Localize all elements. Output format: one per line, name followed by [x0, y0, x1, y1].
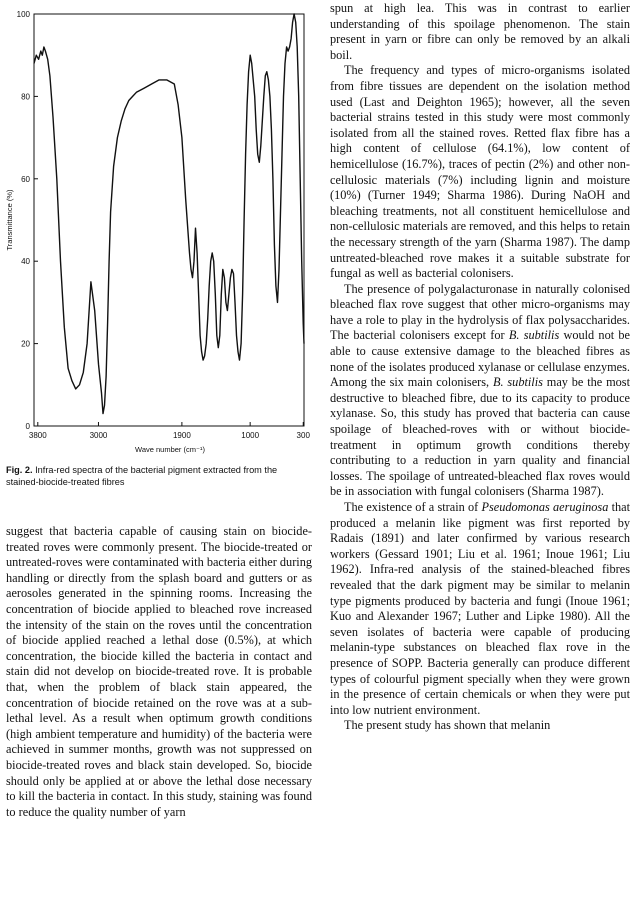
caption-text: Infra-red spectra of the bacterial pigment extracted from the stained-biocide-treated fibres [6, 465, 278, 487]
p3-text-c: may be the most destructive to bleached fibre, due to its capacity to produce xylanase. So, this study has proved that bacteria can cause spoilage of bleached-roves with or without biocide-treatment in optimum growth conditions thereby contributing to a reduction in yarn quality and financial losses. The spoilage of untreated-bleached flax roves would be in association with fungal colonisers (Sharma 1987). [330, 375, 630, 499]
left-text-column [6, 524, 312, 820]
left-paragraph-1: suggest that bacteria capable of causing stain on biocide-treated roves were commonly present. The biocide-treated or untreated-roves were contaminated with bacteria either during handling or directly from the splash board and gutters or as aerosoles generated in the spinning rooms. Increasing the concentration of biocide applied to bleached rove increased the intensity of the stain on the roves until the concentration of biocide applied reached a lethal dose (0.5%), at which concentration, the biocide killed the bacteria in contact and stain did not develop on biocide-treated rove. It is probable that, when the problem of black stain appeared, the concentration of biocide retained on the rove was at a sub-lethal level. As a result when optimum growth conditions (high ambient temperature and humidity) of the bacteria were achieved in summer months, growth was not suppressed on biocide-treated roves and black stain developed. So, biocide should only be applied at or above the lethal dose necessary to kill the bacteria in contact. In this study, staining was found to reduce the quality number of yarn [6, 524, 312, 819]
right-paragraph-2: The frequency and types of micro-organisms isolated from fibre tissues are dependent on the isolation method used (Last and Deighton 1965); however, all the seven bacterial strains tested in this study were most commonly isolated from all the stained roves. Retted flax fibre has a high content of cellulose (64.1%), low content of hemicellulose (16.7%), traces of pectin (2%) and other non-cellulosic materials (7%) including lignin and moisture (10%) (Turner 1949; Sharma 1986). During NaOH and bleaching treatments, not all constituent hemicellulose and non-cellulosic materials are removed, and this helps to retain the necessary strength of the yarn (Sharma 1987). The damp untreated-bleached rove makes it a suitable substrate for fungal as well as bacterial colonisers. [330, 63, 630, 281]
right-text-column [330, 1, 630, 734]
y-axis-label: Transmittance (%) [5, 189, 14, 251]
y-axis-ticks [17, 10, 38, 431]
p3-species-2: B. subtilis [492, 375, 543, 390]
p4-species: Pseudomonas aeruginosa [481, 500, 609, 514]
x-axis-ticks [29, 422, 311, 440]
infrared-spectrum-figure [0, 0, 316, 470]
right-paragraph-3 [330, 282, 630, 500]
x-tick-label: 3800 [28, 431, 47, 440]
right-paragraph-1: spun at high lea. This was in contrast to earlier understanding of this spoilage phenomenon. The stain present in yarn or fibre can only be removed by an alkali boil. [330, 1, 630, 62]
p3-text-a: The presence of polygalacturonase in naturally colonised bleached flax rove suggest that other micro-organisms may have a role to play in the hydrolysis of flax polysaccharides. The bacterial colonisers except for [330, 281, 630, 343]
p3-species-1: B. subtilis [508, 328, 560, 343]
x-tick-label: 1900 [172, 431, 191, 440]
x-tick-label: 1000 [241, 431, 260, 440]
p4-text-b: that produced a melanin like pigment was first reported by Radais (1891) and later confirmed by various research workers (Gessard 1901; Liu et al. 1961; Inoue 1961; Liu 1962). Infra-red analysis of the stained-bleached fibres revealed that the dark pigment may be similar to melanin type pigments produced by bacteria and fungi (Inoue 1961; Kuo and Alexander 1967; Luther and Lipke 1980). All the seven isolates of bacteria were capable of producing melanin-type substances on bleached flax rove in the presence of SOPP. Bacteria generally can produce different types of colourful pigment specially when they were grown in the presence of certain chemicals or when they were put into low nutrient environment. [330, 500, 631, 717]
plot-frame [34, 14, 304, 426]
p3-text-b: would not be able to cause extensive damage to the bleached fibres as none of the isolates produced xylanase or cellulase enzymes. Among the six main colonisers, [330, 328, 630, 390]
y-tick-label: 20 [21, 339, 30, 349]
x-tick-label: 3000 [89, 431, 108, 440]
y-tick-label: 60 [21, 174, 30, 184]
y-tick-label: 80 [21, 92, 30, 102]
p4-text-a: The existence of a strain of [344, 500, 482, 514]
y-tick-label: 0 [25, 422, 30, 431]
spectrum-series-line [34, 14, 304, 414]
y-tick-label: 100 [16, 10, 30, 19]
caption-label: Fig. 2. [6, 465, 33, 475]
figure-caption [6, 464, 306, 488]
x-axis-label: Wave number (cm⁻¹) [135, 445, 205, 454]
right-paragraph-4 [330, 500, 630, 718]
spectrum-chart [0, 0, 316, 462]
right-paragraph-5: The present study has shown that melanin [344, 718, 551, 733]
x-tick-label: 300 [296, 431, 310, 440]
y-tick-label: 40 [21, 257, 30, 267]
